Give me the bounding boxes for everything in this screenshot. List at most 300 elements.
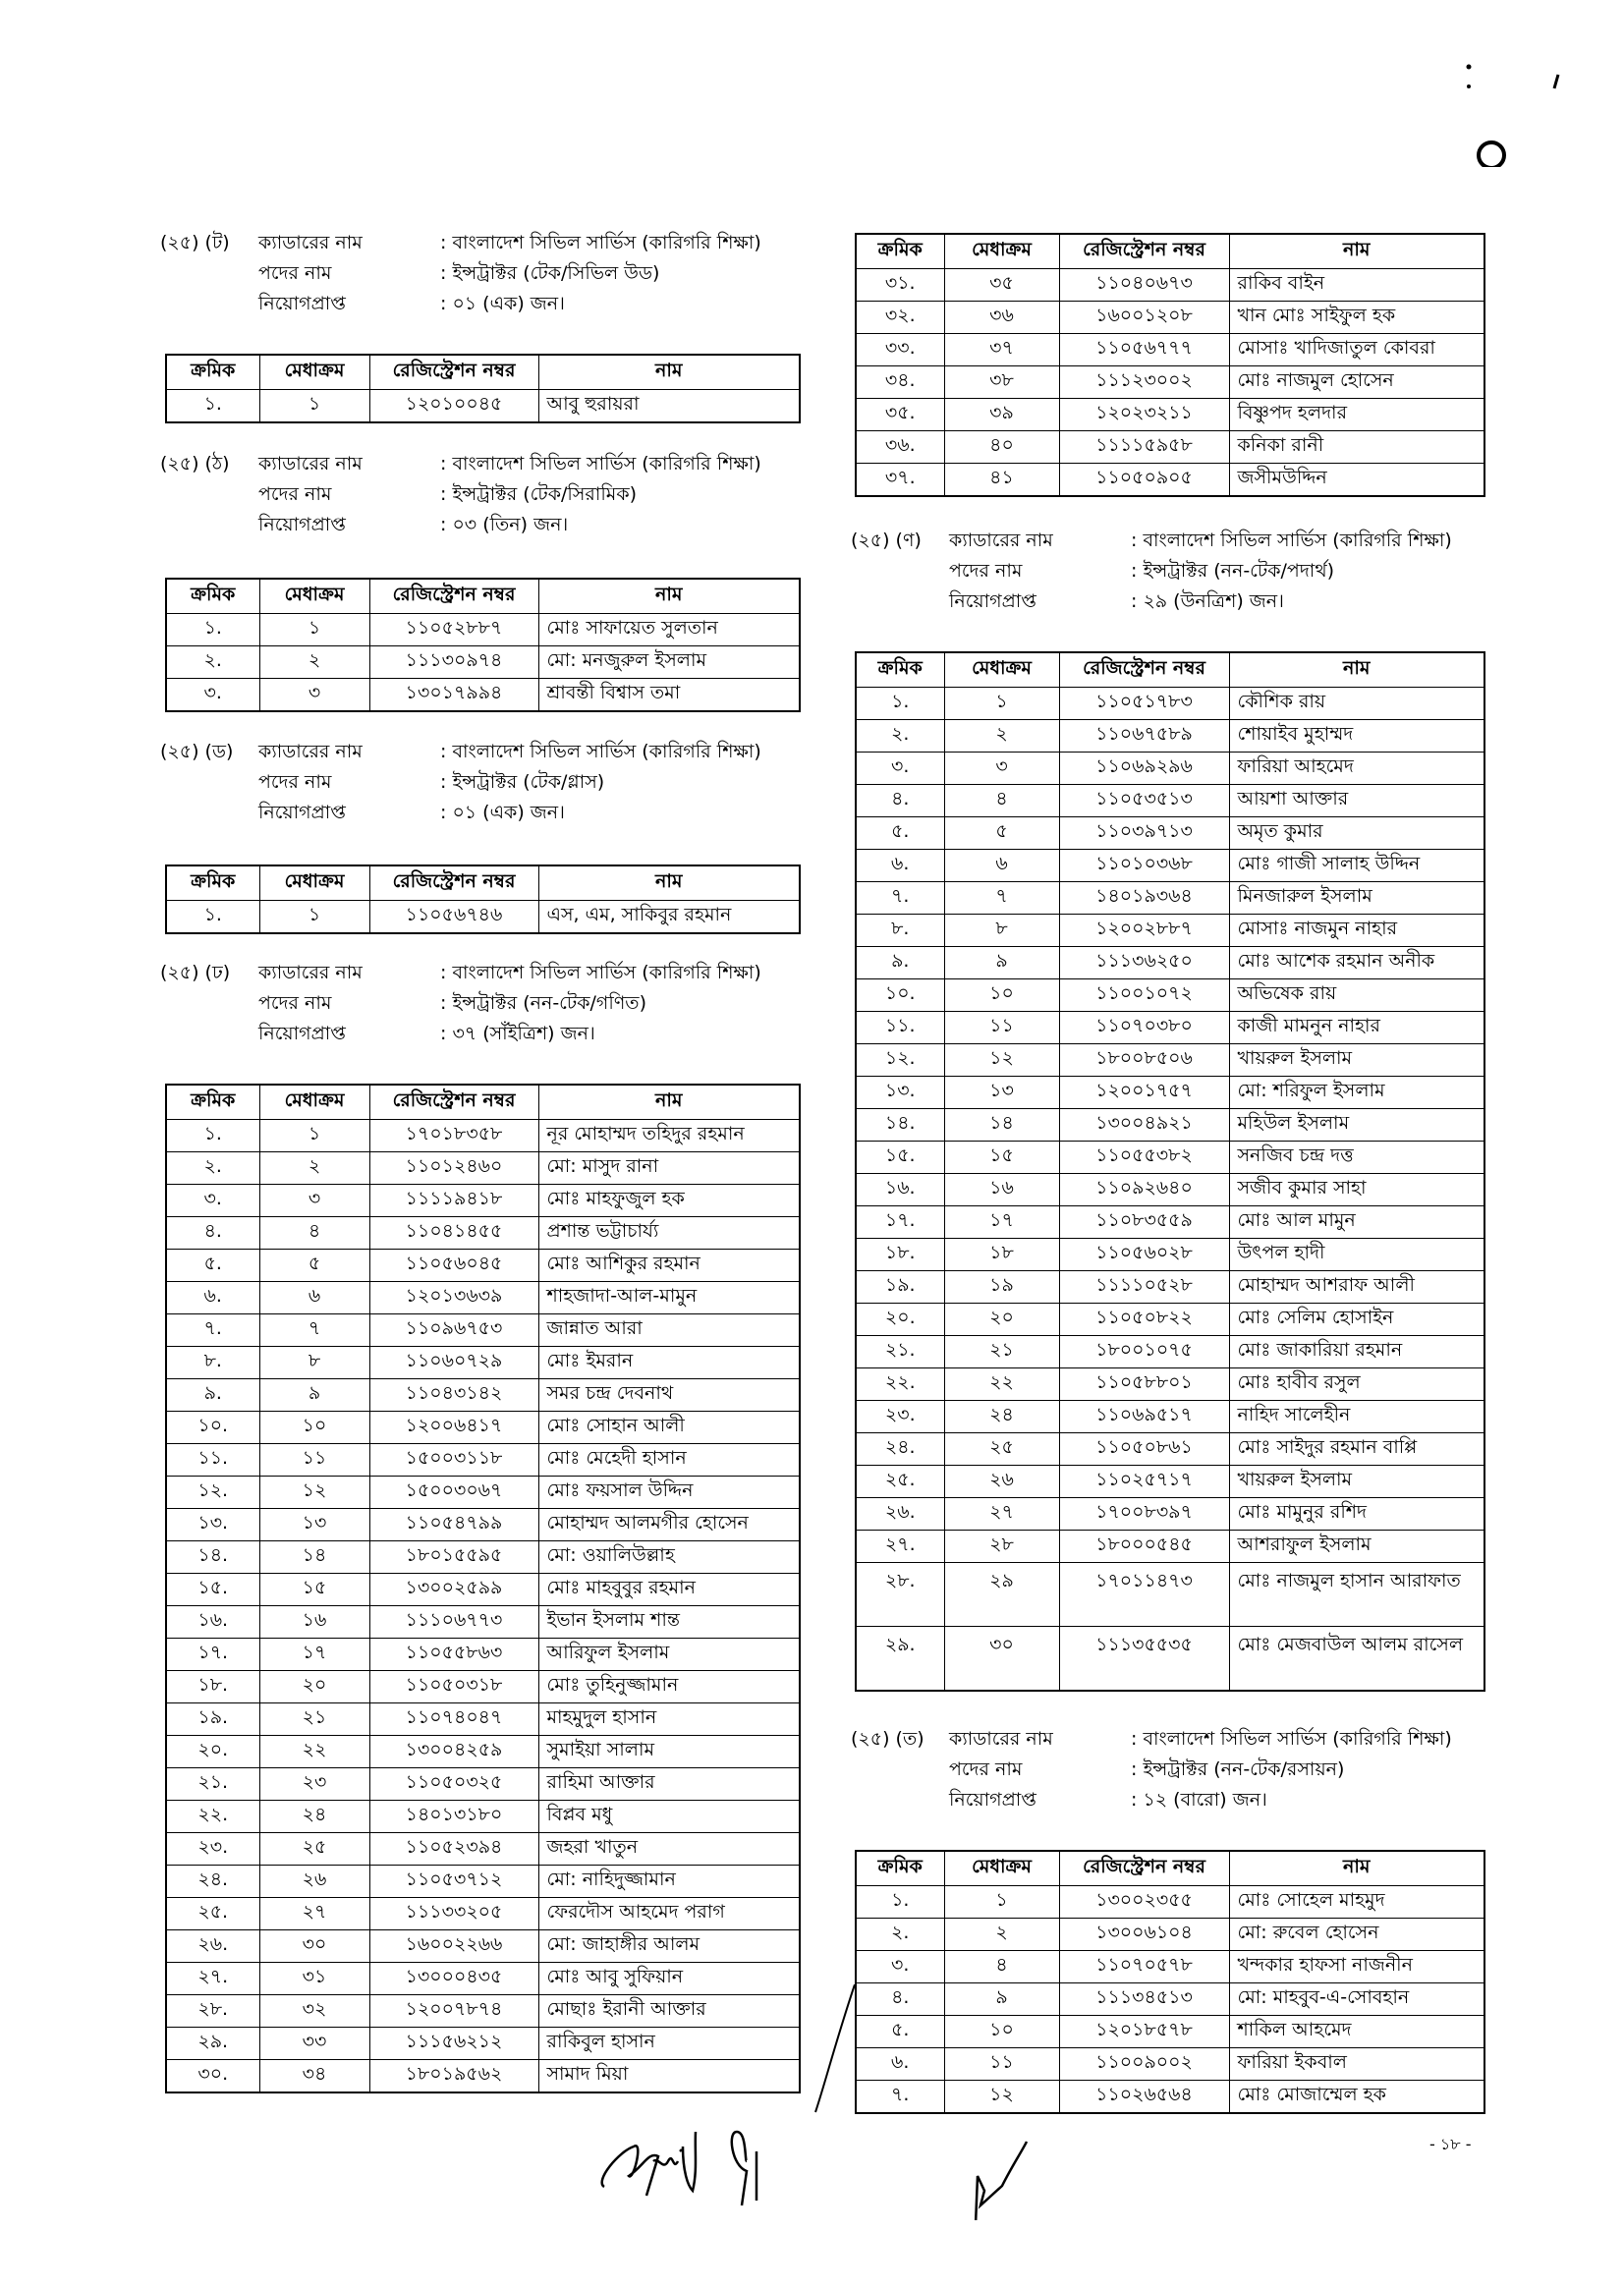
- name-cell: মো: মাসুদ রানা: [538, 1152, 800, 1185]
- registration-number-cell: ১১০৫২৩৯৪: [369, 1833, 538, 1866]
- name-cell: শ্রাবন্তী বিশ্বাস তমা: [538, 679, 800, 712]
- name-cell: অভিষেক রায়: [1229, 979, 1484, 1012]
- name-cell: মোঃ নাজমুল হোসেন: [1229, 366, 1484, 399]
- merit-rank-cell: ৩১: [259, 1963, 369, 1995]
- registration-number-cell: ১১০৫৬০৪৫: [369, 1250, 538, 1282]
- registration-number-cell: ১২০০৭৮৭৪: [369, 1995, 538, 2028]
- table-row: [856, 947, 1484, 979]
- registration-number-cell: ১১০৬৯২৯৬: [1059, 753, 1229, 785]
- serial-cell: ২.: [166, 646, 259, 679]
- merit-rank-cell: ৪: [944, 785, 1059, 817]
- table-row: [856, 1498, 1484, 1531]
- cadre-value: : বাংলাদেশ সিভিল সার্ভিস (কারিগরি শিক্ষা): [440, 741, 761, 762]
- column-header-merit-rank: মেধাক্রম: [944, 234, 1059, 269]
- merit-rank-cell: ৩৩: [259, 2028, 369, 2060]
- name-cell: মোঃ নাজমুল হাসান আরাফাত: [1229, 1563, 1484, 1627]
- merit-rank-cell: ২০: [259, 1671, 369, 1703]
- table-header-row: [166, 865, 800, 901]
- page-number: - ১৮ -: [1429, 2135, 1472, 2153]
- table-row: [166, 1833, 800, 1866]
- column-header-serial: ক্রমিক: [856, 652, 944, 688]
- name-cell: কৌশিক রায়: [1229, 688, 1484, 720]
- table-row: [856, 366, 1484, 399]
- registration-number-cell: ১২০১৩৬৩৯: [369, 1282, 538, 1314]
- name-cell: সুমাইয়া সালাম: [538, 1736, 800, 1768]
- name-cell: আরিফুল ইসলাম: [538, 1639, 800, 1671]
- merit-rank-cell: ৩৬: [944, 302, 1059, 334]
- table-row: [856, 1012, 1484, 1044]
- name-cell: ইভান ইসলাম শান্ত: [538, 1606, 800, 1639]
- cadre-value: : বাংলাদেশ সিভিল সার্ভিস (কারিগরি শিক্ষা): [440, 232, 761, 253]
- cadre-label: ক্যাডারের নাম: [258, 741, 363, 762]
- name-cell: মোঃ সোহান আলী: [538, 1412, 800, 1444]
- table-row: [856, 399, 1484, 431]
- serial-cell: ২৮.: [166, 1995, 259, 2028]
- serial-cell: ৬.: [856, 850, 944, 882]
- registration-number-cell: ১৬০০১২০৮: [1059, 302, 1229, 334]
- registration-number-cell: ১১১১৯৪১৮: [369, 1185, 538, 1217]
- registration-number-cell: ১২০১০০৪৫: [369, 390, 538, 423]
- registration-number-cell: ১১০৫০৩২৫: [369, 1768, 538, 1801]
- registration-number-cell: ১১১৩৪৫১৩: [1059, 1983, 1229, 2016]
- registration-number-cell: ১১০৫১৭৮৩: [1059, 688, 1229, 720]
- registration-number-cell: ১১০৫২৮৮৭: [369, 614, 538, 646]
- name-cell: নূর মোহাম্মদ তহিদুর রহমান: [538, 1120, 800, 1152]
- column-header-name: নাম: [538, 1085, 800, 1120]
- table-row: [856, 1401, 1484, 1433]
- merit-rank-cell: ৪১: [944, 464, 1059, 497]
- registration-number-cell: ১২০১৮৫৭৮: [1059, 2016, 1229, 2048]
- table-header-row: [856, 234, 1484, 269]
- merit-rank-cell: ২৪: [944, 1401, 1059, 1433]
- name-cell: মোঃ ইমরান: [538, 1347, 800, 1379]
- registration-number-cell: ১১০০১০৭২: [1059, 979, 1229, 1012]
- name-cell: মোঃ আশেক রহমান অনীক: [1229, 947, 1484, 979]
- registration-number-cell: ১২০০৬৪১৭: [369, 1412, 538, 1444]
- section-header: [160, 449, 761, 540]
- merit-rank-cell: ৯: [944, 947, 1059, 979]
- serial-cell: ২২.: [166, 1801, 259, 1833]
- serial-cell: ১১.: [166, 1444, 259, 1477]
- table-row: [856, 1271, 1484, 1304]
- registration-number-cell: ১১০৫৩৫১৩: [1059, 785, 1229, 817]
- name-cell: মোঃ গাজী সালাহ উদ্দিন: [1229, 850, 1484, 882]
- post-label: পদের নাম: [258, 483, 332, 505]
- column-header-registration-number: রেজিস্ট্রেশন নম্বর: [369, 355, 538, 390]
- registration-number-cell: ১৮০১৯৫৬২: [369, 2060, 538, 2093]
- column-header-merit-rank: মেধাক্রম: [259, 865, 369, 901]
- merit-rank-cell: ১৭: [259, 1639, 369, 1671]
- name-cell: মাহমুদুল হাসান: [538, 1703, 800, 1736]
- table-row: [166, 1379, 800, 1412]
- merit-rank-cell: ১: [259, 1120, 369, 1152]
- merit-rank-cell: ৩: [259, 1185, 369, 1217]
- name-cell: মহিউল ইসলাম: [1229, 1109, 1484, 1142]
- registration-number-cell: ১৩০০৪৯২১: [1059, 1109, 1229, 1142]
- appointed-label: নিয়োগপ্রাপ্ত: [258, 802, 346, 823]
- column-header-name: নাম: [538, 579, 800, 614]
- table-row: [856, 1563, 1484, 1627]
- registration-number-cell: ১১০৫৬৭৪৬: [369, 901, 538, 934]
- name-cell: খায়রুল ইসলাম: [1229, 1044, 1484, 1077]
- serial-cell: ১৪.: [166, 1541, 259, 1574]
- serial-cell: ২৫.: [166, 1898, 259, 1930]
- column-header-registration-number: রেজিস্ট্রেশন নম্বর: [1059, 1851, 1229, 1886]
- table-row: [166, 390, 800, 423]
- serial-cell: ৫.: [166, 1250, 259, 1282]
- registration-number-cell: ১১১২৩০০২: [1059, 366, 1229, 399]
- serial-cell: ৬.: [856, 2048, 944, 2081]
- table-row: [856, 1919, 1484, 1951]
- name-cell: ফেরদৌস আহমেদ পরাগ: [538, 1898, 800, 1930]
- column-header-serial: ক্রমিক: [166, 579, 259, 614]
- name-cell: নাহিদ সালেহীন: [1229, 1401, 1484, 1433]
- name-cell: খন্দকার হাফসা নাজনীন: [1229, 1951, 1484, 1983]
- registration-number-cell: ১১০৪০৬৭৩: [1059, 269, 1229, 302]
- table-header-row: [166, 1085, 800, 1120]
- merit-rank-cell: ১১: [944, 1012, 1059, 1044]
- name-cell: সমর চন্দ্র দেবনাথ: [538, 1379, 800, 1412]
- serial-cell: ১৫.: [166, 1574, 259, 1606]
- name-cell: বিপ্লব মধু: [538, 1801, 800, 1833]
- name-cell: বিষ্ণুপদ হলদার: [1229, 399, 1484, 431]
- merit-rank-cell: ৩৯: [944, 399, 1059, 431]
- serial-cell: ৩০.: [166, 2060, 259, 2093]
- name-cell: উৎপল হাদী: [1229, 1239, 1484, 1271]
- appointee-table: [165, 1084, 801, 2093]
- registration-number-cell: ১১১৩৬২৫০: [1059, 947, 1229, 979]
- merit-rank-cell: ১৩: [259, 1509, 369, 1541]
- post-label: পদের নাম: [949, 560, 1023, 582]
- section-header: [160, 737, 761, 828]
- serial-cell: ৮.: [856, 915, 944, 947]
- merit-rank-cell: ৩: [944, 753, 1059, 785]
- registration-number-cell: ১১০৫৫৮৬৩: [369, 1639, 538, 1671]
- name-cell: মো: মাহবুব-এ-সোবহান: [1229, 1983, 1484, 2016]
- merit-rank-cell: ৮: [944, 915, 1059, 947]
- name-cell: মোঃ আশিকুর রহমান: [538, 1250, 800, 1282]
- name-cell: আশরাফুল ইসলাম: [1229, 1531, 1484, 1563]
- column-header-registration-number: রেজিস্ট্রেশন নম্বর: [1059, 234, 1229, 269]
- serial-cell: ২.: [856, 720, 944, 753]
- section-header: [160, 228, 761, 319]
- column-header-merit-rank: মেধাক্রম: [259, 1085, 369, 1120]
- serial-cell: ১৫.: [856, 1142, 944, 1174]
- merit-rank-cell: ১: [944, 688, 1059, 720]
- registration-number-cell: ১১১৩০৯৭৪: [369, 646, 538, 679]
- name-cell: মোঃ মামুনুর রশিদ: [1229, 1498, 1484, 1531]
- merit-rank-cell: ৩০: [944, 1627, 1059, 1692]
- registration-number-cell: ১১০৫০৯০৫: [1059, 464, 1229, 497]
- name-cell: আবু হুরায়রা: [538, 390, 800, 423]
- registration-number-cell: ১৩০০২৩৫৫: [1059, 1886, 1229, 1919]
- table-row: [166, 1574, 800, 1606]
- merit-rank-cell: ২১: [259, 1703, 369, 1736]
- merit-rank-cell: ৪: [944, 1951, 1059, 1983]
- merit-rank-cell: ২৬: [259, 1866, 369, 1898]
- registration-number-cell: ১৩০০৪২৫৯: [369, 1736, 538, 1768]
- registration-number-cell: ১৬০০২২৬৬: [369, 1930, 538, 1963]
- name-cell: মোঃ মেহেদী হাসান: [538, 1444, 800, 1477]
- serial-cell: ১১.: [856, 1012, 944, 1044]
- registration-number-cell: ১৮০০৮৫০৬: [1059, 1044, 1229, 1077]
- table-row: [856, 850, 1484, 882]
- name-cell: মোঃ আল মামুন: [1229, 1206, 1484, 1239]
- table-row: [856, 979, 1484, 1012]
- registration-number-cell: ১১০২৫৭১৭: [1059, 1466, 1229, 1498]
- merit-rank-cell: ৮: [259, 1347, 369, 1379]
- table-header-row: [166, 355, 800, 390]
- registration-number-cell: ১৪০১৯৩৬৪: [1059, 882, 1229, 915]
- table-row: [166, 1282, 800, 1314]
- merit-rank-cell: ৫: [944, 817, 1059, 850]
- post-label: পদের নাম: [258, 262, 332, 284]
- registration-number-cell: ১১০৪৩১৪২: [369, 1379, 538, 1412]
- signature-marks: [589, 1984, 1474, 2220]
- serial-cell: ৩১.: [856, 269, 944, 302]
- table-row: [856, 1531, 1484, 1563]
- post-value: : ইন্সট্রাক্টর (নন-টেক/পদার্থ): [1131, 560, 1335, 582]
- registration-number-cell: ১১০১০৩৬৮: [1059, 850, 1229, 882]
- name-cell: অমৃত কুমার: [1229, 817, 1484, 850]
- registration-number-cell: ১১০১২৪৬০: [369, 1152, 538, 1185]
- table-row: [166, 1412, 800, 1444]
- section-number: (২৫) (ঢ): [160, 962, 231, 983]
- cadre-value: : বাংলাদেশ সিভিল সার্ভিস (কারিগরি শিক্ষা): [1131, 530, 1452, 551]
- table-row: [856, 1077, 1484, 1109]
- serial-cell: ৩.: [166, 679, 259, 712]
- name-cell: মোঃ তুহিনুজ্জামান: [538, 1671, 800, 1703]
- table-row: [856, 431, 1484, 464]
- name-cell: মোঃ মাহফুজুল হক: [538, 1185, 800, 1217]
- serial-cell: ১৯.: [856, 1271, 944, 1304]
- appointed-count: : ১২ (বারো) জন।: [1131, 1789, 1267, 1811]
- serial-cell: ২৭.: [856, 1531, 944, 1563]
- serial-cell: ২০.: [856, 1304, 944, 1336]
- table-header-row: [166, 579, 800, 614]
- merit-rank-cell: ২০: [944, 1304, 1059, 1336]
- merit-rank-cell: ২: [259, 1152, 369, 1185]
- serial-cell: ২৮.: [856, 1563, 944, 1627]
- registration-number-cell: ১১১০৬৭৭৩: [369, 1606, 538, 1639]
- name-cell: মোঃ সেলিম হোসাইন: [1229, 1304, 1484, 1336]
- merit-rank-cell: ২: [944, 720, 1059, 753]
- serial-cell: ১০.: [166, 1412, 259, 1444]
- table-row: [166, 1639, 800, 1671]
- name-cell: মোসাঃ নাজমুন নাহার: [1229, 915, 1484, 947]
- registration-number-cell: ১১০৭০৩৮০: [1059, 1012, 1229, 1044]
- serial-cell: ৯.: [166, 1379, 259, 1412]
- scan-marks: [1464, 59, 1582, 167]
- column-header-name: নাম: [1229, 652, 1484, 688]
- name-cell: মো: শরিফুল ইসলাম: [1229, 1077, 1484, 1109]
- registration-number-cell: ১১০৫৩৭১২: [369, 1866, 538, 1898]
- table-row: [856, 1174, 1484, 1206]
- merit-rank-cell: ১২: [944, 1044, 1059, 1077]
- serial-cell: ২৩.: [166, 1833, 259, 1866]
- serial-cell: ৩২.: [856, 302, 944, 334]
- merit-rank-cell: ৩৫: [944, 269, 1059, 302]
- registration-number-cell: ১১০৬৭৫৮৯: [1059, 720, 1229, 753]
- merit-rank-cell: ৪: [259, 1217, 369, 1250]
- serial-cell: ১০.: [856, 979, 944, 1012]
- serial-cell: ১৪.: [856, 1109, 944, 1142]
- name-cell: ফারিয়া ইকবাল: [1229, 2048, 1484, 2081]
- merit-rank-cell: ২২: [944, 1368, 1059, 1401]
- appointee-table: [165, 578, 801, 712]
- merit-rank-cell: ১২: [944, 2081, 1059, 2114]
- section-number: (২৫) (ট): [160, 232, 230, 253]
- registration-number-cell: ১১০৬০৭২৯: [369, 1347, 538, 1379]
- section-number: (২৫) (ড): [160, 741, 234, 762]
- table-row: [166, 614, 800, 646]
- post-value: : ইন্সট্রাক্টর (নন-টেক/রসায়ন): [1131, 1758, 1345, 1780]
- name-cell: খান মোঃ সাইফুল হক: [1229, 302, 1484, 334]
- merit-rank-cell: ৭: [259, 1314, 369, 1347]
- column-header-name: নাম: [1229, 234, 1484, 269]
- registration-number-cell: ১১০৯৬৭৫৩: [369, 1314, 538, 1347]
- serial-cell: ৩৪.: [856, 366, 944, 399]
- registration-number-cell: ১১০৫৬৭৭৭: [1059, 334, 1229, 366]
- table-row: [166, 901, 800, 934]
- merit-rank-cell: ১৪: [944, 1109, 1059, 1142]
- table-row: [856, 334, 1484, 366]
- appointed-count: : ৩৭ (সাঁইত্রিশ) জন।: [440, 1023, 595, 1044]
- registration-number-cell: ১১০৮৩৫৫৯: [1059, 1206, 1229, 1239]
- table-row: [166, 1444, 800, 1477]
- serial-cell: ২৪.: [856, 1433, 944, 1466]
- table-row: [856, 688, 1484, 720]
- serial-cell: ১.: [856, 688, 944, 720]
- column-header-serial: ক্রমিক: [166, 355, 259, 390]
- registration-number-cell: ১২০০১৭৫৭: [1059, 1077, 1229, 1109]
- appointed-count: : ০১ (এক) জন।: [440, 293, 565, 314]
- column-header-merit-rank: মেধাক্রম: [944, 1851, 1059, 1886]
- merit-rank-cell: ৬: [944, 850, 1059, 882]
- name-cell: মোসাঃ খাদিজাতুল কোবরা: [1229, 334, 1484, 366]
- registration-number-cell: ১৭০১৮৩৫৮: [369, 1120, 538, 1152]
- table-row: [166, 679, 800, 712]
- post-label: পদের নাম: [258, 992, 332, 1014]
- table-row: [166, 1509, 800, 1541]
- name-cell: মোঃ সাইদুর রহমান বাপ্পি: [1229, 1433, 1484, 1466]
- cadre-label: ক্যাডারের নাম: [258, 962, 363, 983]
- table-header-row: [856, 652, 1484, 688]
- merit-rank-cell: ২৪: [259, 1801, 369, 1833]
- table-row: [166, 1347, 800, 1379]
- serial-cell: ২৬.: [856, 1498, 944, 1531]
- section-number: (২৫) (ণ): [851, 530, 922, 551]
- table-row: [856, 1433, 1484, 1466]
- merit-rank-cell: ৯: [259, 1379, 369, 1412]
- column-header-serial: ক্রমিক: [856, 1851, 944, 1886]
- merit-rank-cell: ৩০: [259, 1930, 369, 1963]
- post-label: পদের নাম: [258, 771, 332, 793]
- serial-cell: ১৩.: [166, 1509, 259, 1541]
- merit-rank-cell: ৩৭: [944, 334, 1059, 366]
- serial-cell: ৮.: [166, 1347, 259, 1379]
- name-cell: সনজিব চন্দ্র দত্ত: [1229, 1142, 1484, 1174]
- serial-cell: ১৮.: [856, 1239, 944, 1271]
- column-header-serial: ক্রমিক: [856, 234, 944, 269]
- serial-cell: ৫.: [856, 817, 944, 850]
- serial-cell: ১.: [166, 614, 259, 646]
- name-cell: মোহাম্মদ আলমগীর হোসেন: [538, 1509, 800, 1541]
- merit-rank-cell: ১১: [259, 1444, 369, 1477]
- serial-cell: ২১.: [166, 1768, 259, 1801]
- registration-number-cell: ১১০৫০৮৬১: [1059, 1433, 1229, 1466]
- column-header-registration-number: রেজিস্ট্রেশন নম্বর: [369, 579, 538, 614]
- merit-rank-cell: ১২: [259, 1477, 369, 1509]
- registration-number-cell: ১১০৩৯৭১৩: [1059, 817, 1229, 850]
- registration-number-cell: ১৩০১৭৯৯৪: [369, 679, 538, 712]
- name-cell: জসীমউদ্দিন: [1229, 464, 1484, 497]
- serial-cell: ১৮.: [166, 1671, 259, 1703]
- table-row: [166, 1152, 800, 1185]
- section-number: (২৫) (ত): [851, 1728, 924, 1750]
- cadre-label: ক্যাডারের নাম: [949, 1728, 1053, 1750]
- merit-rank-cell: ২: [944, 1919, 1059, 1951]
- column-header-registration-number: রেজিস্ট্রেশন নম্বর: [1059, 652, 1229, 688]
- registration-number-cell: ১২০০২৮৮৭: [1059, 915, 1229, 947]
- merit-rank-cell: ২৫: [259, 1833, 369, 1866]
- table-row: [856, 1336, 1484, 1368]
- serial-cell: ১২.: [166, 1477, 259, 1509]
- registration-number-cell: ১৭০১১৪৭৩: [1059, 1563, 1229, 1627]
- name-cell: মোঃ মেজবাউল আলম রাসেল: [1229, 1627, 1484, 1692]
- merit-rank-cell: ১৭: [944, 1206, 1059, 1239]
- appointed-count: : ২৯ (উনত্রিশ) জন।: [1131, 590, 1284, 612]
- appointee-table: [855, 651, 1485, 1692]
- merit-rank-cell: ২১: [944, 1336, 1059, 1368]
- column-header-registration-number: রেজিস্ট্রেশন নম্বর: [369, 1085, 538, 1120]
- registration-number-cell: ১১০৭০৫৭৮: [1059, 1951, 1229, 1983]
- section-number: (২৫) (ঠ): [160, 453, 230, 474]
- column-header-merit-rank: মেধাক্রম: [259, 355, 369, 390]
- merit-rank-cell: ১৬: [259, 1606, 369, 1639]
- serial-cell: ১৭.: [166, 1639, 259, 1671]
- serial-cell: ৩.: [856, 753, 944, 785]
- table-row: [166, 1250, 800, 1282]
- column-header-serial: ক্রমিক: [166, 865, 259, 901]
- serial-cell: ২৭.: [166, 1963, 259, 1995]
- table-row: [856, 720, 1484, 753]
- serial-cell: ১৯.: [166, 1703, 259, 1736]
- section-header: [160, 958, 761, 1049]
- appointed-label: নিয়োগপ্রাপ্ত: [949, 590, 1036, 612]
- merit-rank-cell: ৩: [259, 679, 369, 712]
- name-cell: মো: রুবেল হোসেন: [1229, 1919, 1484, 1951]
- cadre-label: ক্যাডারের নাম: [949, 530, 1053, 551]
- table-row: [856, 464, 1484, 497]
- table-row: [856, 1239, 1484, 1271]
- serial-cell: ২৫.: [856, 1466, 944, 1498]
- merit-rank-cell: ২৫: [944, 1433, 1059, 1466]
- registration-number-cell: ১১০৪১৪৫৫: [369, 1217, 538, 1250]
- serial-cell: ২.: [856, 1919, 944, 1951]
- name-cell: মো: জাহাঙ্গীর আলম: [538, 1930, 800, 1963]
- merit-rank-cell: ১৩: [944, 1077, 1059, 1109]
- section-header: [851, 1724, 1452, 1815]
- serial-cell: ১.: [166, 390, 259, 423]
- merit-rank-cell: ২৬: [944, 1466, 1059, 1498]
- cadre-label: ক্যাডারের নাম: [258, 453, 363, 474]
- post-label: পদের নাম: [949, 1758, 1023, 1780]
- name-cell: মিনজারুল ইসলাম: [1229, 882, 1484, 915]
- table-row: [856, 302, 1484, 334]
- table-row: [166, 1477, 800, 1509]
- name-cell: শোয়াইব মুহাম্মদ: [1229, 720, 1484, 753]
